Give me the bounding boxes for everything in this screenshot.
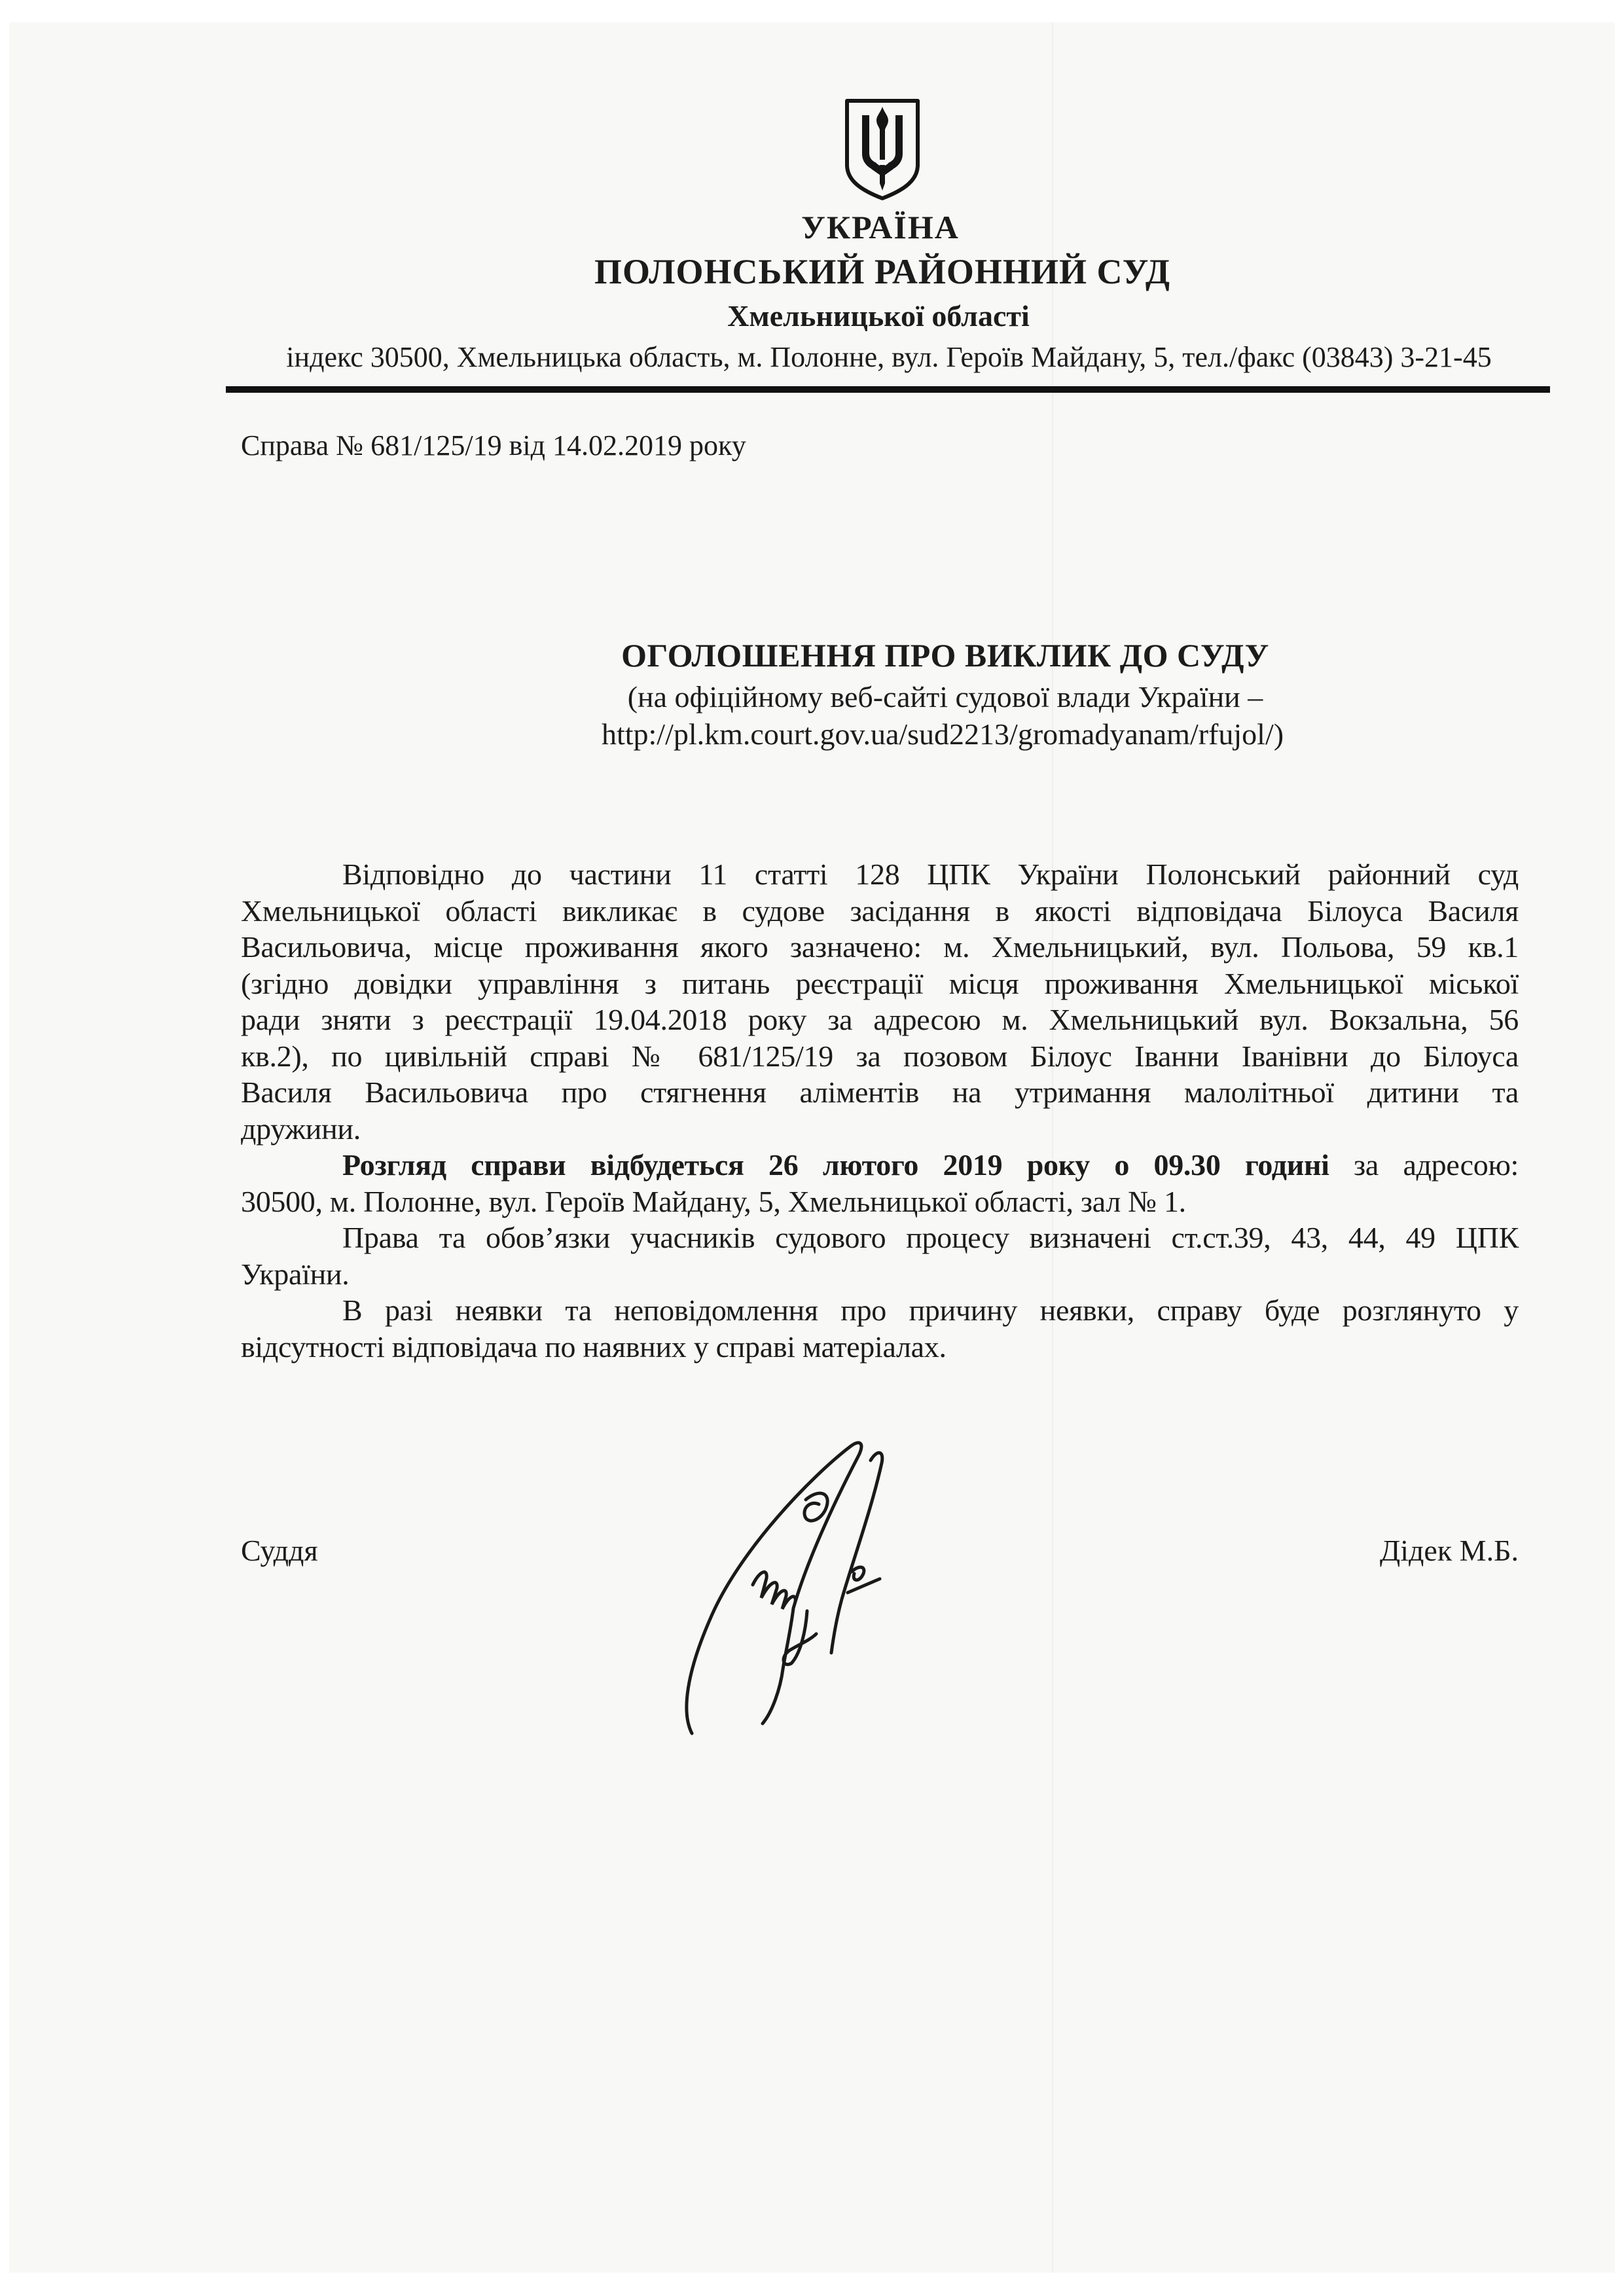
body-text: В разі неявки та неповідомлення про причину неявки, справу буде розглянуто у — [342, 1293, 1519, 1327]
body-line — [241, 966, 1519, 1002]
country-name: УКРАЇНА — [801, 209, 960, 245]
body-text: 30500, м. Полонне, вул. Героїв Майдану, 5, Хмельницької області, зал № 1. — [241, 1184, 1186, 1218]
body-line — [241, 1292, 1519, 1329]
ukraine-trident-emblem-icon — [842, 96, 923, 204]
judge-role-label: Суддя — [241, 1534, 318, 1567]
body-paragraph — [241, 1220, 1519, 1292]
body-text: кв.2), по цивільній справі № 681/125/19 за позовом Білоус Іванни Іванівни до Білоуса — [241, 1039, 1519, 1073]
body-text: (згідно довідки управління з питань реєстрації місця проживання Хмельницької міської — [241, 966, 1519, 1000]
body-line — [241, 1074, 1519, 1111]
body-line — [241, 929, 1519, 966]
body-text: Хмельницької області викликає в судове засідання в якості відповідача Білоуса Василя — [241, 894, 1519, 928]
body-text: за адресою: — [1329, 1148, 1519, 1182]
judge-name: Дідек М.Б. — [1379, 1534, 1519, 1567]
announcement-subtitle: (на офіційному веб-сайті судової влади України – — [627, 680, 1263, 714]
court-region: Хмельницької області — [727, 299, 1030, 333]
body-line — [241, 893, 1519, 930]
body-line — [241, 1147, 1519, 1184]
court-name: ПОЛОНСЬКИЙ РАЙОННИЙ СУД — [594, 252, 1171, 291]
body-line — [241, 1038, 1519, 1075]
body-paragraphs — [241, 856, 1519, 1365]
body-paragraph — [241, 856, 1519, 1147]
body-line — [241, 1111, 1519, 1148]
body-text: України. — [241, 1257, 350, 1291]
body-line — [241, 1220, 1519, 1256]
body-paragraph — [241, 1147, 1519, 1220]
body-paragraph — [241, 1292, 1519, 1365]
body-text-bold: Розгляд справи відбудеться 26 лютого 2019 року о 09.30 годині — [342, 1148, 1329, 1182]
announcement-url: http://pl.km.court.gov.ua/sud2213/gromadyanam/rfujol/) — [601, 717, 1284, 751]
body-text: ради зняти з реєстрації 19.04.2018 року за адресою м. Хмельницький вул. Вокзальна, 56 — [241, 1003, 1519, 1036]
body-text: Васильовича, місце проживання якого зазначено: м. Хмельницький, вул. Польова, 59 кв.1 — [241, 930, 1519, 964]
case-number-line: Справа № 681/125/19 від 14.02.2019 року — [241, 429, 746, 461]
court-address: індекс 30500, Хмельницька область, м. Полонне, вул. Героїв Майдану, 5, тел./факс (03843) 3-21-45 — [286, 341, 1492, 373]
body-line — [241, 856, 1519, 893]
header-divider-rule — [226, 386, 1550, 393]
body-line — [241, 1329, 1519, 1365]
body-text: відсутності відповідача по наявних у справі матеріалах. — [241, 1329, 947, 1364]
body-text: дружини. — [241, 1111, 361, 1146]
body-text: Права та обов’язки учасників судового процесу визначені ст.ст.39, 43, 44, 49 ЦПК — [342, 1221, 1519, 1254]
body-line — [241, 1002, 1519, 1038]
handwritten-signature-icon — [655, 1437, 898, 1741]
body-text: Василя Васильовича про стягнення аліментів на утримання малолітньої дитини та — [241, 1075, 1519, 1109]
announcement-title: ОГОЛОШЕННЯ ПРО ВИКЛИК ДО СУДУ — [621, 637, 1269, 674]
body-text: Відповідно до частини 11 статті 128 ЦПК України Полонський районний суд — [342, 858, 1519, 891]
body-line — [241, 1256, 1519, 1293]
body-line — [241, 1184, 1519, 1220]
